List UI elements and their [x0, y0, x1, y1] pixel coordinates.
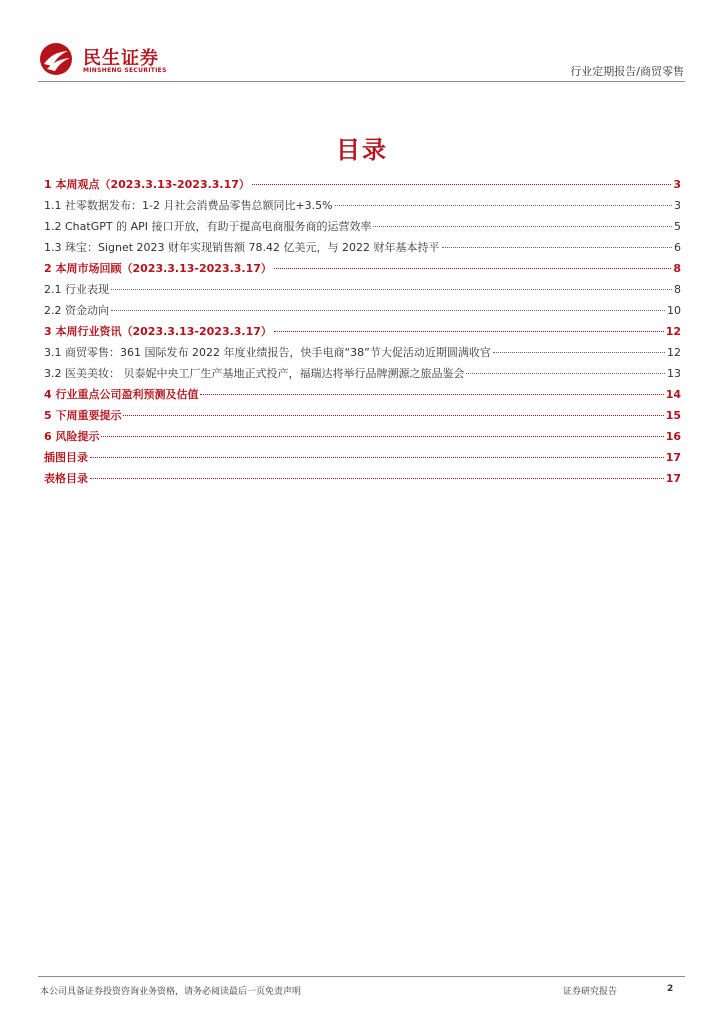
- toc-entry-page: 16: [665, 430, 681, 443]
- toc-entry-title: 表格目录: [44, 472, 88, 485]
- toc-entry[interactable]: [44, 363, 681, 384]
- toc-entry-title: 1.2 ChatGPT 的 API 接口开放，有助于提高电商服务商的运营效率: [44, 220, 372, 233]
- toc-entry[interactable]: [44, 384, 681, 405]
- toc-entry-page: 15: [665, 409, 681, 422]
- toc-entry-title: 3.1 商贸零售：361 国际发布 2022 年度业绩报告，快手电商“38”节大促活动近期圆满收官: [44, 346, 491, 359]
- toc-entry-page: 17: [665, 472, 681, 485]
- toc-dot-leader: [442, 247, 672, 248]
- toc-entry[interactable]: [44, 258, 681, 279]
- toc-entry[interactable]: [44, 237, 681, 258]
- toc-entry-page: 3: [673, 178, 681, 191]
- footer-report-label: 证券研究报告: [563, 987, 618, 997]
- toc-dot-leader: [111, 289, 672, 290]
- toc-title: 目录: [336, 136, 388, 164]
- toc-entry-title: 1.3 珠宝：Signet 2023 财年实现销售额 78.42 亿美元，与 2022 财年基本持平: [44, 241, 440, 254]
- toc-entry-title: 3 本周行业资讯（2023.3.13-2023.3.17）: [44, 325, 272, 338]
- toc-entry-title: 1 本周观点（2023.3.13-2023.3.17）: [44, 178, 250, 191]
- toc-dot-leader: [111, 310, 665, 311]
- toc-entry[interactable]: [44, 279, 681, 300]
- table-of-contents: [44, 174, 681, 489]
- toc-dot-leader: [373, 226, 672, 227]
- toc-entry[interactable]: [44, 300, 681, 321]
- toc-dot-leader: [90, 478, 664, 479]
- toc-entry[interactable]: [44, 174, 681, 195]
- toc-entry-title: 4 行业重点公司盈利预测及估值: [44, 388, 199, 401]
- footer-page-number: 2: [667, 984, 674, 994]
- toc-entry-page: 13: [667, 367, 681, 380]
- toc-entry[interactable]: [44, 216, 681, 237]
- footer-divider: [38, 976, 685, 977]
- toc-dot-leader: [123, 415, 663, 416]
- report-type-label: 行业定期报告/商贸零售: [570, 65, 684, 78]
- toc-dot-leader: [90, 457, 664, 458]
- logo-chinese-name: 民生证券: [83, 48, 159, 69]
- toc-entry[interactable]: [44, 342, 681, 363]
- toc-entry-page: 6: [674, 241, 681, 254]
- toc-dot-leader: [274, 268, 671, 269]
- toc-entry-title: 2.1 行业表现: [44, 283, 109, 296]
- minsheng-logo-icon: [38, 42, 74, 76]
- toc-entry-page: 12: [665, 325, 681, 338]
- toc-entry-title: 5 下周重要提示: [44, 409, 122, 422]
- company-logo: [38, 42, 178, 78]
- logo-english-name: MINSHENG SECURITIES: [83, 67, 167, 74]
- toc-entry[interactable]: [44, 405, 681, 426]
- toc-entry-page: 10: [667, 304, 681, 317]
- toc-entry-page: 17: [665, 451, 681, 464]
- toc-entry-page: 3: [674, 199, 681, 212]
- toc-dot-leader: [274, 331, 664, 332]
- toc-dot-leader: [493, 352, 665, 353]
- toc-entry-title: 1.1 社零数据发布：1-2 月社会消费品零售总额同比+3.5%: [44, 199, 333, 212]
- toc-entry-title: 2.2 资金动向: [44, 304, 109, 317]
- toc-entry-title: 3.2 医美美妆： 贝泰妮中央工厂生产基地正式投产，福瑞达将举行品牌溯源之旅品鉴会: [44, 367, 465, 380]
- toc-entry-page: 5: [674, 220, 681, 233]
- toc-entry[interactable]: [44, 195, 681, 216]
- toc-entry-page: 14: [665, 388, 681, 401]
- toc-dot-leader: [101, 436, 663, 437]
- page-header: [0, 0, 724, 86]
- toc-entry[interactable]: [44, 447, 681, 468]
- toc-dot-leader: [200, 394, 663, 395]
- toc-entry-title: 插图目录: [44, 451, 88, 464]
- toc-entry[interactable]: [44, 468, 681, 489]
- toc-entry-page: 12: [667, 346, 681, 359]
- footer-disclaimer: 本公司具备证券投资咨询业务资格，请务必阅读最后一页免责声明: [40, 987, 302, 997]
- toc-entry[interactable]: [44, 426, 681, 447]
- toc-entry-page: 8: [673, 262, 681, 275]
- header-divider: [38, 81, 685, 82]
- toc-entry-page: 8: [674, 283, 681, 296]
- toc-entry-title: 2 本周市场回顾（2023.3.13-2023.3.17）: [44, 262, 272, 275]
- toc-entry[interactable]: [44, 321, 681, 342]
- toc-entry-title: 6 风险提示: [44, 430, 100, 443]
- toc-dot-leader: [252, 184, 671, 185]
- toc-dot-leader: [466, 373, 665, 374]
- toc-dot-leader: [335, 205, 672, 206]
